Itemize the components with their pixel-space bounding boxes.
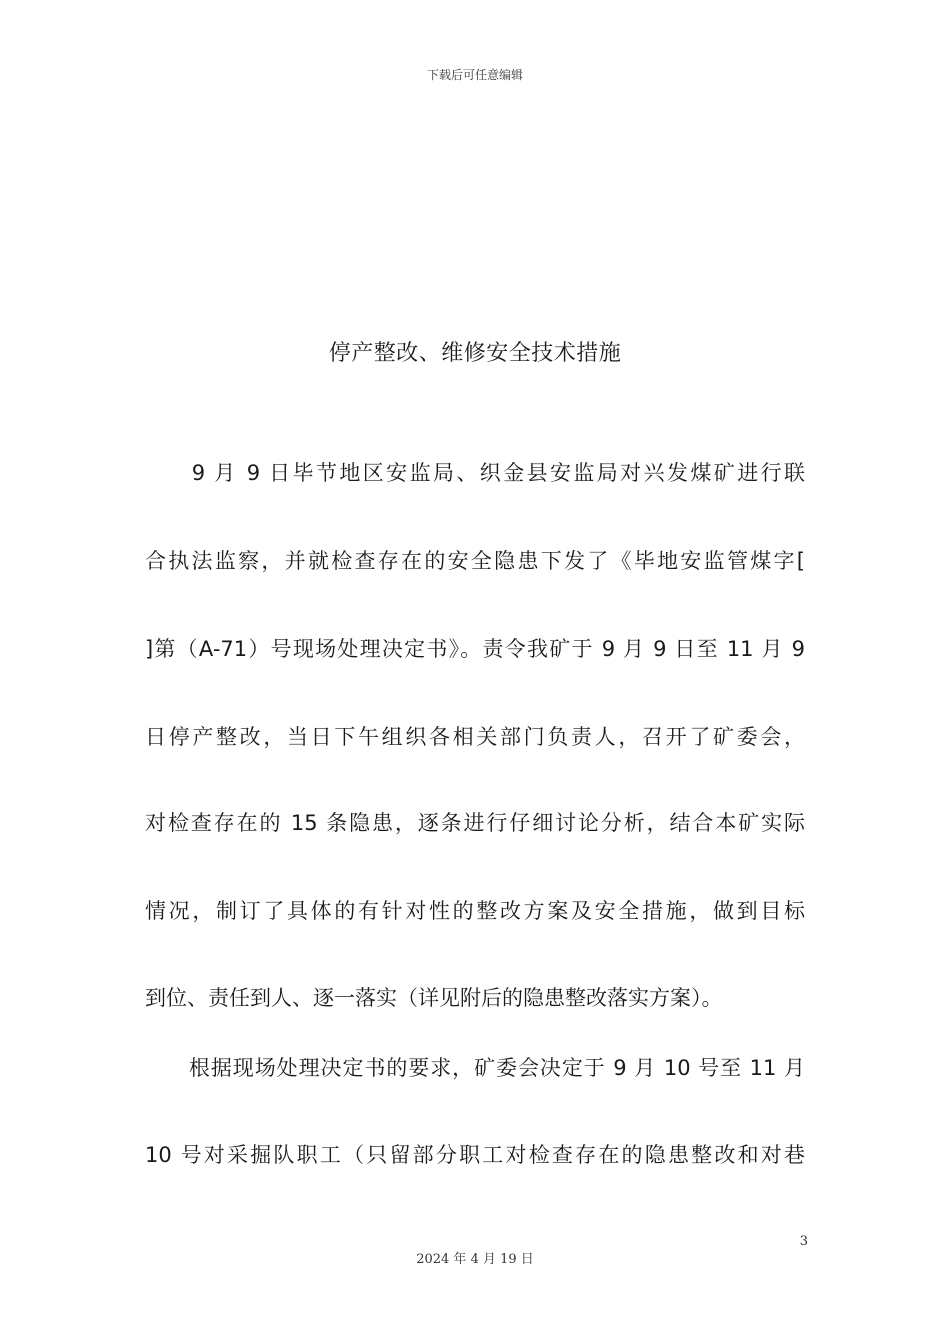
page-number: 3 (799, 1234, 808, 1249)
body-line: 根据现场处理决定书的要求，矿委会决定于 9 月 10 号至 11 月 (145, 1056, 805, 1080)
body-line: ]第（A-71）号现场处理决定书》。责令我矿于 9 月 9 日至 11 月 9 (145, 637, 805, 661)
footer-date: 2024 年 4 月 19 日 (416, 1252, 534, 1267)
body-line: 10 号对采掘队职工（只留部分职工对检查存在的隐患整改和对巷 (145, 1143, 805, 1167)
document-title: 停产整改、维修安全技术措施 (328, 341, 622, 366)
body-line: 对检查存在的 15 条隐患，逐条进行仔细讨论分析，结合本矿实际 (145, 811, 805, 835)
body-line: 9 月 9 日毕节地区安监局、织金县安监局对兴发煤矿进行联 (145, 461, 805, 485)
body-line: 合执法监察，并就检查存在的安全隐患下发了《毕地安监管煤字[ (145, 549, 805, 573)
header-note: 下载后可任意编辑 (426, 68, 523, 82)
body-line: 情况，制订了具体的有针对性的整改方案及安全措施，做到目标 (145, 899, 805, 923)
body-line: 日停产整改，当日下午组织各相关部门负责人，召开了矿委会， (145, 725, 805, 749)
body-line: 到位、责任到人、逐一落实（详见附后的隐患整改落实方案）。 (145, 986, 723, 1010)
